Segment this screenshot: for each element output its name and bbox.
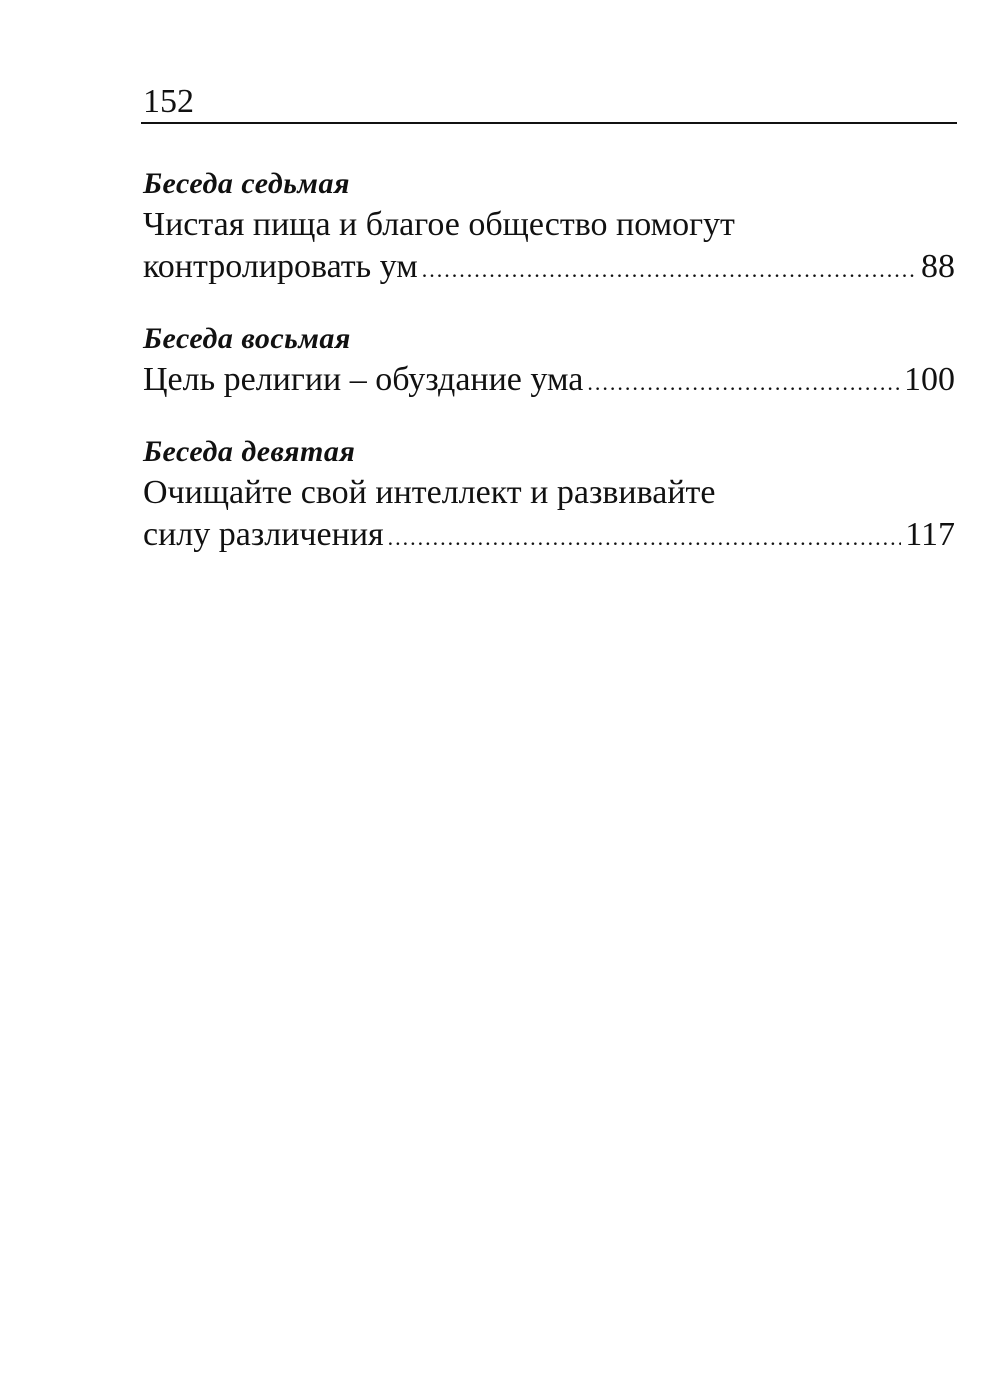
entry-title-line: Чистая пища и благое общество помогут — [143, 206, 735, 243]
entry-title-line: силу различения — [143, 516, 384, 553]
table-of-contents — [143, 164, 955, 587]
toc-section-eighth — [143, 319, 955, 404]
toc-section-seventh — [143, 164, 955, 291]
entry-page-number: 88 — [921, 248, 955, 285]
toc-section-ninth — [143, 432, 955, 559]
entry-page-number: 117 — [905, 516, 955, 553]
entry-title-line: Очищайте свой интеллект и развивайте — [143, 474, 716, 511]
header-rule — [141, 122, 957, 124]
dot-leader — [587, 362, 900, 404]
section-heading: Беседа девятая — [143, 435, 356, 468]
section-heading: Беседа седьмая — [143, 167, 350, 200]
toc-entry[interactable] — [143, 514, 955, 559]
entry-title-line: контролировать ум — [143, 248, 418, 285]
toc-entry[interactable] — [143, 359, 955, 404]
toc-entry[interactable] — [143, 246, 955, 291]
entry-title-line: Цель религии – обуздание ума — [143, 361, 584, 398]
page-number: 152 — [143, 83, 194, 120]
dot-leader — [422, 249, 917, 291]
entry-page-number: 100 — [904, 361, 955, 398]
section-heading: Беседа восьмая — [143, 322, 351, 355]
dot-leader — [388, 517, 902, 559]
